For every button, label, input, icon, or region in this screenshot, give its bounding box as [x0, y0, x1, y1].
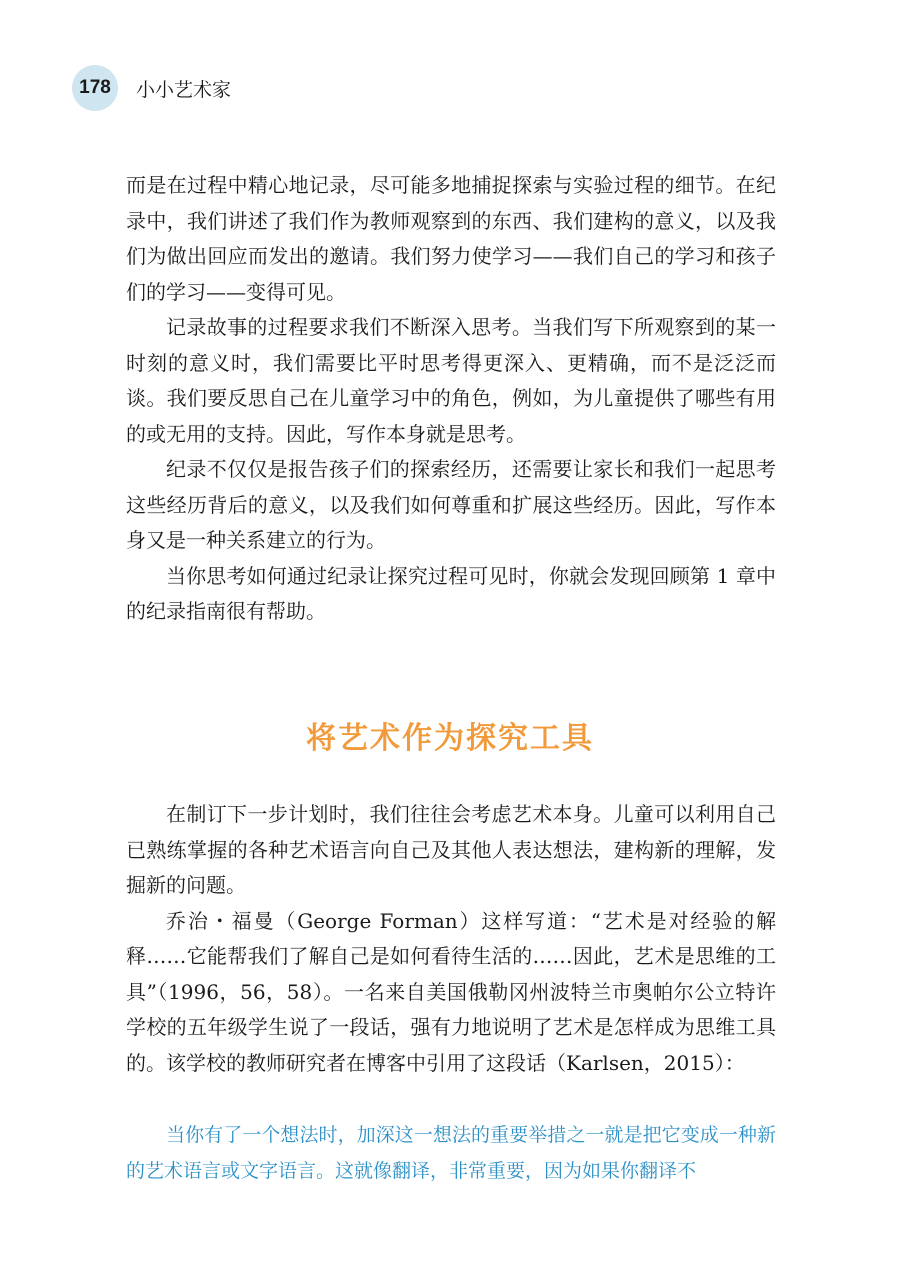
section-heading: 将艺术作为探究工具 — [306, 721, 594, 756]
paragraph-continued: 而是在过程中精心地记录，尽可能多地捕捉探索与实验过程的细节。在纪录中，我们讲述了我们作为教师观察到的东西、我们建构的意义，以及我们为做出回应而发出的邀请。我们努力使学习——我们自己的学习和孩子们的学习——变得可见。 — [126, 173, 776, 304]
paragraph: 在制订下一步计划时，我们往往会考虑艺术本身。儿童可以利用自己已熟练掌握的各种艺术语言向自己及其他人表达想法，建构新的理解，发掘新的问题。 — [126, 802, 776, 897]
paragraph: 乔治・福曼（George Forman）这样写道：“艺术是对经验的解释……它能帮我们了解自己是如何看待生活的……因此，艺术是思维的工具”（1996，56，58）。一名来自美国俄勒冈州波特兰市奥帕尔公立特许学校的五年级学生说了一段话，强有力地说明了艺术是怎样成为思维工具的。该学校的教师研究者在博客中引用了这段话（Karlsen，2015）： — [126, 908, 776, 1075]
body-section-1 — [126, 168, 776, 630]
body-section-2 — [126, 797, 776, 1081]
quote-text: 当你有了一个想法时，加深这一想法的重要举措之一就是把它变成一种新的艺术语言或文字语言。这就像翻译，非常重要，因为如果你翻译不 — [126, 1124, 776, 1182]
book-title: 小小艺术家 — [136, 78, 232, 101]
page-number: 178 — [72, 65, 118, 111]
paragraph: 当你思考如何通过纪录让探究过程可见时，你就会发现回顾第 1 章中的纪录指南很有帮助。 — [126, 563, 776, 623]
page-header — [72, 66, 231, 110]
paragraph: 记录故事的过程要求我们不断深入思考。当我们写下所观察到的某一时刻的意义时，我们需要比平时思考得更深入、更精确，而不是泛泛而谈。我们要反思自己在儿童学习中的角色，例如，为儿童提供了哪些有用的或无用的支持。因此，写作本身就是思考。 — [126, 315, 776, 446]
student-quote — [126, 1118, 776, 1189]
paragraph: 纪录不仅仅是报告孩子们的探索经历，还需要让家长和我们一起思考这些经历背后的意义，以及我们如何尊重和扩展这些经历。因此，写作本身又是一种关系建立的行为。 — [126, 457, 776, 552]
